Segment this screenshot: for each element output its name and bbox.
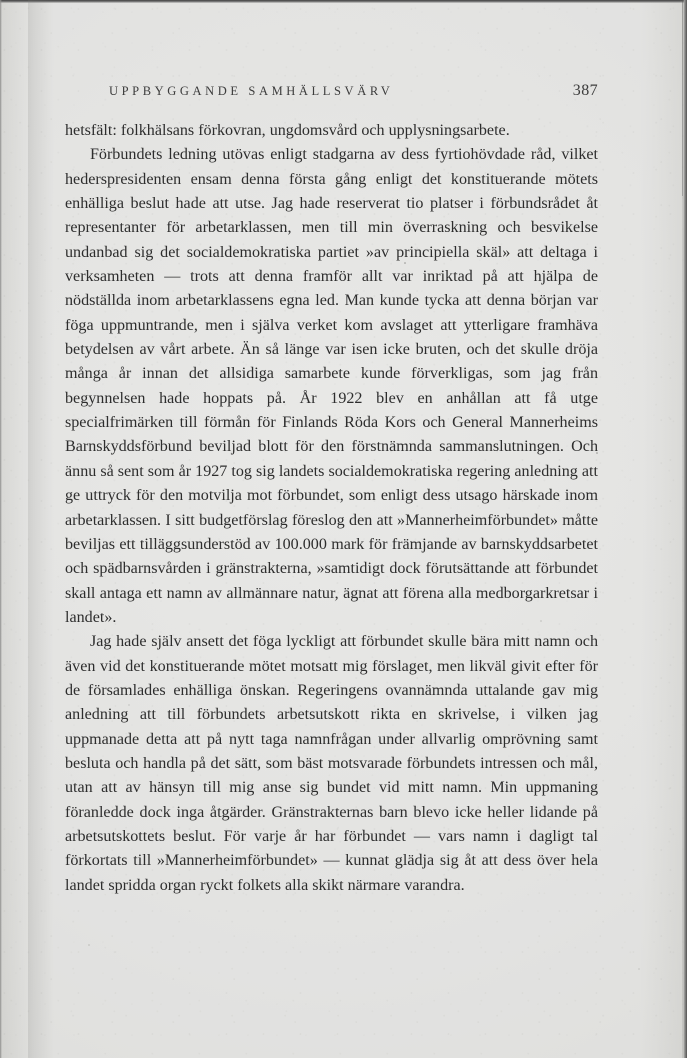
body-text xyxy=(65,119,598,898)
page-number: 387 xyxy=(572,82,598,99)
page-frame-hairline xyxy=(682,0,683,196)
running-head xyxy=(65,82,598,104)
paragraph: hetsfält: folkhälsans förkovran, ungdomsvård och upplysningsarbete. xyxy=(65,122,510,139)
text-block xyxy=(65,0,598,898)
paragraph: Jag hade själv ansett det föga lyckligt att förbundet skulle bära mitt namn och även vid det konstituerande mötet motsatt mig förslaget, men likväl givit efter för de församlades enhälliga önskan. Regeringens ovannämnda uttalande gav mig anledning att till förbundets arbetsutskott rikta en skrivelse, i vilken jag uppmanade detta att på nytt taga namnfrågan under allvarlig omprövning samt besluta och handla på det sätt, som bäst motsvarade förbundets intressen och mål, utan att av hänsyn till mig anse sig bundet vid mitt namn. Min uppmaning föranledde dock inga åtgärder. Gränstrakternas barn blevo icke heller lidande på arbetsutskottets beslut. För varje år har förbundet — vars namn i dagligt tal förkortats till »Mannerheimförbundet» — kunnat glädja sig åt att dess över hela landet spridda organ ryckt folkets alla skikt närmare varandra. xyxy=(65,633,598,894)
page-frame-hairline-lower xyxy=(682,196,683,1058)
running-head-title: UPPBYGGANDE SAMHÄLLSVÄRV xyxy=(109,84,394,98)
paragraph: Förbundets ledning utövas enligt stadgarna av dess fyrtiohövdade råd, vilket hederspresidenten ensam denna första gång enligt det konstituerande mötets enhälliga beslut hade att utse. Jag hade reserverat tio platser i förbundsrådet åt representanter för arbetarklassen, men till min överraskning och besvikelse undanbad sig det socialdemokratiska partiet »av principiella skäl» att deltaga i verksamheten — trots att denna framför allt var inriktad på att hjälpa de nödställda inom arbetarklassens egna led. Man kunde tycka att denna början var föga uppmuntrande, men i själva verket kom avslaget att ytterligare framhäva betydelsen av vårt arbete. Än så länge var isen icke bruten, och det skulle dröja många år innan det allsidiga samarbete kunde förverkligas, som jag från begynnelsen hade hoppats på. År 1922 blev en anhållan att få utge specialfrimärken till förmån för Finlands Röda Kors och General Mannerheims Barnskyddsförbund beviljad blott för den förstnämnda sammanslutningen. Och ännu så sent som år 1927 tog sig landets socialdemokratiska regering anledning att ge uttryck för den motvilja mot förbundet, som enligt dess utsago härskade inom arbetarklassen. I sitt budgetförslag föreslog den att »Mannerheimförbundet» måtte beviljas ett tilläggsunderstöd av 100.000 mark för främjande av barnskyddsarbetet och spädbarnsvården i gränstrakterna, »samtidigt dock förutsättande att förbundet skall antaga ett namn av allmännare natur, ägnat att förena alla medborgarkretsar i landet». xyxy=(65,146,598,626)
